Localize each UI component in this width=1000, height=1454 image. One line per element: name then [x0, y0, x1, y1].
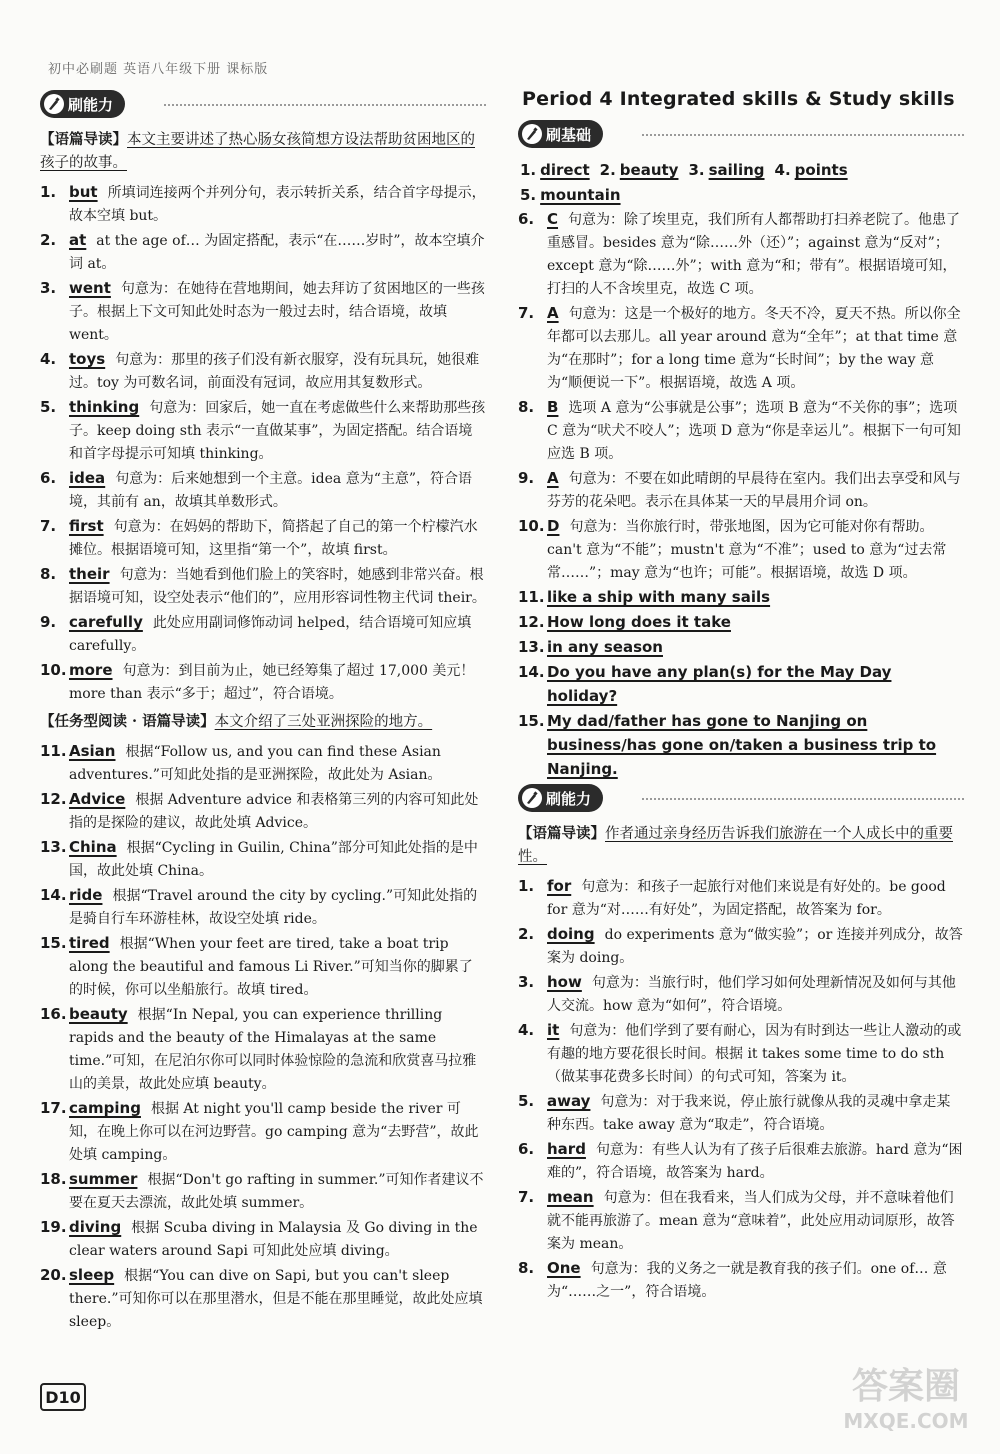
answer-item [40, 348, 486, 395]
answer-item [518, 302, 964, 395]
answer-item [518, 611, 964, 635]
item-explanation: 根据“Cycling in Guilin, China”部分可知此处指的是中国，故此处填 China。 [69, 840, 478, 879]
item-explanation: 句意为：回家后，她一直在考虑做些什么来帮助那些孩子。keep doing sth 表示“一直做某事”，为固定搭配。结合语境和首字母提示可知填 thinking。 [69, 400, 486, 462]
item-number: 14. [40, 886, 67, 904]
item-answer: My dad/father has gone to Nanjing on business/has gone on/taken a business trip to Nanjing. [547, 712, 937, 778]
answer-item [518, 923, 964, 970]
item-answer: their [69, 565, 110, 583]
item-number: 5. [520, 186, 537, 204]
answer-item [518, 661, 964, 709]
answer-item [40, 788, 486, 835]
item-answer: ride [69, 886, 103, 904]
section-banner [518, 120, 964, 150]
left-column [40, 88, 486, 1335]
answer-item [40, 884, 486, 931]
task-reading-guide [40, 710, 486, 734]
answer-item [518, 636, 964, 660]
item-number: 9. [518, 469, 535, 487]
item-answer: B [547, 398, 559, 416]
guide-text: 本文介绍了三处亚洲探险的地方。 [214, 714, 433, 730]
right-column [518, 88, 964, 1305]
item-number: 11. [40, 742, 67, 760]
item-explanation: 句意为：当她看到他们脸上的笑容时，她感到非常兴奋。根据语境可知，设空处表示“他们的”，应用形容词性物主代词 their。 [69, 567, 486, 606]
item-number: 18. [40, 1170, 67, 1188]
item-explanation: 句意为：在她待在营地期间，她去拜访了贫困地区的一些孩子。根据上下文可知此处时态为一般过去时，结合语境，故填 went。 [69, 281, 485, 343]
item-explanation: 句意为：当你旅行时，带张地图，因为它可能对你有帮助。can't 意为“不能”；mustn't 意为“不准”；used to 意为“过去常常……”；may 意为“也许；可能”。根据语境，故选 D 项。 [547, 519, 947, 581]
item-number: 14. [518, 663, 545, 681]
dotted-divider [642, 134, 964, 136]
item-explanation: 句意为：有些人认为有了孩子后很难去旅游。hard 意为“困难的”，符合语境，故答案为 hard。 [547, 1142, 963, 1181]
item-answer: sailing [708, 161, 765, 179]
item-answer: how [547, 973, 582, 991]
answer-item [518, 1019, 964, 1089]
item-answer: doing [547, 925, 595, 943]
section-banner [40, 90, 486, 120]
section-badge [518, 120, 603, 148]
item-answer: mean [547, 1188, 594, 1206]
item-answer: summer [69, 1170, 138, 1188]
item-answer: away [547, 1092, 591, 1110]
watermark-logo [826, 1358, 986, 1442]
answer-item [40, 1003, 486, 1096]
answer-list [518, 586, 964, 782]
item-number: 11. [518, 588, 545, 606]
answer-item [518, 1138, 964, 1185]
answer-list [518, 208, 964, 585]
item-answer: diving [69, 1218, 122, 1236]
item-explanation: 句意为：对于我来说，停止旅行就像从我的灵魂中拿走某种东西。take away 意为“取走”，符合语境。 [547, 1094, 951, 1133]
answer-item [518, 586, 964, 610]
item-number: 2. [518, 925, 535, 943]
item-explanation: 所填词连接两个并列分句，表示转折关系，结合首字母提示，故本空填 but。 [69, 185, 486, 224]
item-number: 6. [40, 469, 57, 487]
answer-item [40, 1264, 486, 1334]
item-explanation: 句意为：那里的孩子们没有新衣服穿，没有玩具玩，她很难过。toy 为可数名词，前面没有冠词，故应用其复数形式。 [69, 352, 480, 391]
answer-item [518, 875, 964, 922]
answer-item [40, 277, 486, 347]
answer-item [40, 181, 486, 228]
item-number: 15. [518, 712, 545, 730]
answer-item [40, 1216, 486, 1263]
badge-label: 刷能力 [68, 95, 114, 114]
item-explanation: 句意为：后来她想到一个主意。idea 意为“主意”，符合语境，其前有 an，故填其单数形式。 [69, 471, 473, 510]
guide-tag: 【语篇导读】 [40, 131, 127, 148]
answer-item [40, 836, 486, 883]
answer-item [40, 467, 486, 514]
item-answer: direct [540, 161, 590, 179]
item-answer: How long does it take [547, 613, 731, 631]
item-explanation: 句意为：不要在如此晴朗的早晨待在室内。我们出去享受和风与芬芳的花朵吧。表示在具体某一天的早晨用介词 on。 [547, 471, 961, 510]
item-explanation: 句意为：这是一个极好的地方。冬天不冷，夏天不热。所以你全年都可以去那儿。all year around 意为“全年”；at that time 意为“在那时”；for a long time 意为“长时间”；by the way 意为“顺便说一下”。根据语境，故选 A 项。 [547, 306, 961, 391]
item-number: 1. [520, 161, 537, 179]
guide-tag: 【语篇导读】 [518, 825, 605, 842]
item-answer: A [547, 304, 559, 322]
section-badge [40, 90, 125, 118]
item-explanation: 根据“When your feet are tired, take a boat trip along the beautiful and famous Li River.”可知当你的脚累了的时候，你可以坐船旅行。故填 tired。 [69, 936, 473, 998]
item-explanation: 根据“You can dive on Sapi, but you can't sleep there.”可知你可以在那里潜水，但是不能在那里睡觉，故此处应填 sleep。 [69, 1268, 483, 1330]
guide-text: 作者通过亲身经历告诉我们旅游在一个人成长中的重要性。 [518, 826, 953, 865]
item-answer: at [69, 231, 87, 249]
answer-item [40, 659, 486, 706]
item-answer: more [69, 661, 113, 679]
brush-icon [522, 788, 542, 808]
item-explanation: 句意为：但在我看来，当人们成为父母，并不意味着他们就不能再旅游了。mean 意为“意味着”，此处应用动词原形，故答案为 mean。 [547, 1190, 955, 1252]
item-explanation: 根据“Don't go rafting in summer.”可知作者建议不要在夏天去漂流，故此处填 summer。 [69, 1172, 484, 1211]
item-number: 2. [40, 231, 57, 249]
item-number: 15. [40, 934, 67, 952]
item-number: 6. [518, 210, 535, 228]
section-banner [518, 784, 964, 814]
item-answer: hard [547, 1140, 586, 1158]
item-answer: idea [69, 469, 106, 487]
item-number: 8. [518, 1259, 535, 1277]
item-explanation: 选项 A 意为“公事就是公事”；选项 B 意为“不关你的事”；选项 C 意为“吠犬不咬人”；选项 D 意为“你是幸运儿”。根据下一句可知应选 B 项。 [547, 400, 961, 462]
item-answer: mountain [540, 186, 621, 204]
item-explanation: 句意为：当旅行时，他们学习如何处理新情况及如何与其他人交流。how 意为“如何”，符合语境。 [547, 975, 956, 1014]
item-answer: Do you have any plan(s) for the May Day holiday? [547, 663, 892, 705]
item-answer: tired [69, 934, 110, 952]
item-number: 3. [518, 973, 535, 991]
item-explanation: 根据“In Nepal, you can experience thrilling rapids and the beauty of the Himalayas at the same time.”可知，在尼泊尔你可以同时体验惊险的急流和欣赏喜马拉雅山的美景，故此处应填 beauty。 [69, 1007, 477, 1092]
item-number: 20. [40, 1266, 67, 1284]
answer-item [40, 229, 486, 276]
answer-item [40, 1168, 486, 1215]
guide-tag: 【任务型阅读 · 语篇导读】 [40, 713, 215, 730]
item-number: 7. [518, 1188, 535, 1206]
item-number: 1. [518, 877, 535, 895]
item-number: 8. [40, 565, 57, 583]
item-number: 3. [40, 279, 57, 297]
item-number: 13. [40, 838, 67, 856]
answer-item [518, 467, 964, 514]
item-number: 4. [40, 350, 57, 368]
answer-item [518, 396, 964, 466]
section-badge [518, 784, 603, 812]
answer-item [518, 1090, 964, 1137]
running-header: 初中必刷题 英语八年级下册 课标版 [48, 62, 269, 77]
dotted-divider [164, 104, 486, 106]
brush-icon [44, 94, 64, 114]
answer-item [518, 208, 964, 301]
item-number: 17. [40, 1099, 67, 1117]
answer-item [518, 710, 964, 782]
watermark-text: 答案圈 [851, 1366, 960, 1407]
item-number: 12. [518, 613, 545, 631]
answer-item [518, 1186, 964, 1256]
item-number: 4. [774, 161, 791, 179]
answer-item [40, 740, 486, 787]
answer-row [518, 158, 964, 182]
item-number: 6. [518, 1140, 535, 1158]
item-answer: D [547, 517, 560, 535]
item-answer: Asian [69, 742, 116, 760]
item-explanation: 此处应用副词修饰动词 helped，结合语境可知应填 carefully。 [69, 615, 472, 654]
item-explanation: 句意为：除了埃里克，我们所有人都帮助打扫养老院了。他患了重感冒。besides 意为“除……外（还）”；against 意为“反对”；except 意为“除……外”；with 意为“和；带有”。根据语境可知，打扫的人不含埃里克，故选 C 项。 [547, 212, 961, 297]
answer-item [518, 1257, 964, 1304]
item-answer: beauty [619, 161, 679, 179]
answer-item [40, 611, 486, 658]
item-answer: China [69, 838, 117, 856]
badge-label: 刷能力 [546, 789, 592, 808]
item-explanation: 句意为：他们学到了要有耐心，因为有时到达一些让人激动的或有趣的地方要花很长时间。根据 it takes some time to do sth（做某事花费多长时间）的句式可知，答案为 it。 [547, 1023, 962, 1085]
answer-item [518, 971, 964, 1018]
item-answer: went [69, 279, 111, 297]
answer-item [40, 396, 486, 466]
item-answer: thinking [69, 398, 140, 416]
item-number: 7. [518, 304, 535, 322]
item-number: 2. [599, 161, 616, 179]
answer-item [518, 515, 964, 585]
item-number: 10. [40, 661, 67, 679]
item-answer: first [69, 517, 104, 535]
item-answer: points [794, 161, 848, 179]
item-answer: A [547, 469, 559, 487]
item-number: 13. [518, 638, 545, 656]
item-number: 3. [688, 161, 705, 179]
item-explanation: 句意为：我的义务之一就是教育我的孩子们。one of… 意为“……之一”，符合语境。 [547, 1261, 947, 1300]
item-answer: One [547, 1259, 581, 1277]
brush-icon [522, 124, 542, 144]
item-answer: C [547, 210, 559, 228]
item-explanation: at the age of… 为固定搭配，表示“在……岁时”，故本空填介词 at。 [69, 233, 485, 272]
item-answer: like a ship with many sails [547, 588, 771, 606]
item-answer: camping [69, 1099, 141, 1117]
item-number: 1. [40, 183, 57, 201]
item-explanation: 根据 At night you'll camp beside the river 可知，在晚上你可以在河边野营。go camping 意为“去野营”，故此处填 camping。 [69, 1101, 479, 1163]
badge-label: 刷基础 [546, 125, 592, 144]
item-answer: it [547, 1021, 560, 1039]
item-number: 5. [40, 398, 57, 416]
item-number: 12. [40, 790, 67, 808]
item-number: 16. [40, 1005, 67, 1023]
item-number: 10. [518, 517, 545, 535]
item-answer: in any season [547, 638, 663, 656]
period-title: Period 4 Integrated skills & Study skills [522, 88, 955, 110]
page-number: D10 [40, 1383, 86, 1411]
dotted-divider [642, 798, 964, 800]
item-explanation: do experiments 意为“做实验”；or 连接并列成分，故答案为 doing。 [547, 927, 963, 966]
item-explanation: 句意为：和孩子一起旅行对他们来说是有好处的。be good for 意为“对……有好处”，为固定搭配，故答案为 for。 [547, 879, 946, 918]
reading-guide [518, 822, 964, 869]
item-answer: toys [69, 350, 106, 368]
item-number: 8. [518, 398, 535, 416]
item-answer: Advice [69, 790, 126, 808]
watermark-url: MXQE.COM [843, 1409, 969, 1433]
item-explanation: 根据 Adventure advice 和表格第三列的内容可知此处指的是探险的建议，故此处填 Advice。 [69, 792, 479, 831]
answer-item [40, 563, 486, 610]
answer-item [40, 932, 486, 1002]
answer-item [40, 515, 486, 562]
answer-list [518, 875, 964, 1304]
item-answer: for [547, 877, 572, 895]
item-explanation: 根据“Travel around the city by cycling.”可知此处指的是骑自行车环游桂林，故设空处填 ride。 [69, 888, 478, 927]
answer-list [40, 181, 486, 706]
reading-guide [40, 128, 486, 175]
item-answer: carefully [69, 613, 143, 631]
answer-row [518, 183, 964, 207]
item-number: 19. [40, 1218, 67, 1236]
item-number: 4. [518, 1021, 535, 1039]
item-explanation: 句意为：到目前为止，她已经筹集了超过 17,000 美元！more than 表示“多于；超过”，符合语境。 [69, 663, 475, 702]
item-answer: but [69, 183, 98, 201]
item-answer: beauty [69, 1005, 128, 1023]
item-answer: sleep [69, 1266, 115, 1284]
item-explanation: 根据“Follow us, and you can find these Asian adventures.”可知此处指的是亚洲探险，故此处为 Asian。 [69, 744, 442, 783]
answer-list [40, 740, 486, 1334]
item-explanation: 根据 Scuba diving in Malaysia 及 Go diving in the clear waters around Sapi 可知此处应填 diving。 [69, 1220, 478, 1259]
guide-text: 本文主要讲述了热心肠女孩简想方设法帮助贫困地区的孩子的故事。 [40, 132, 475, 171]
answer-item [40, 1097, 486, 1167]
item-number: 9. [40, 613, 57, 631]
item-number: 5. [518, 1092, 535, 1110]
item-explanation: 句意为：在妈妈的帮助下，简搭起了自己的第一个柠檬汽水摊位。根据语境可知，这里指“第一个”，故填 first。 [69, 519, 478, 558]
item-number: 7. [40, 517, 57, 535]
